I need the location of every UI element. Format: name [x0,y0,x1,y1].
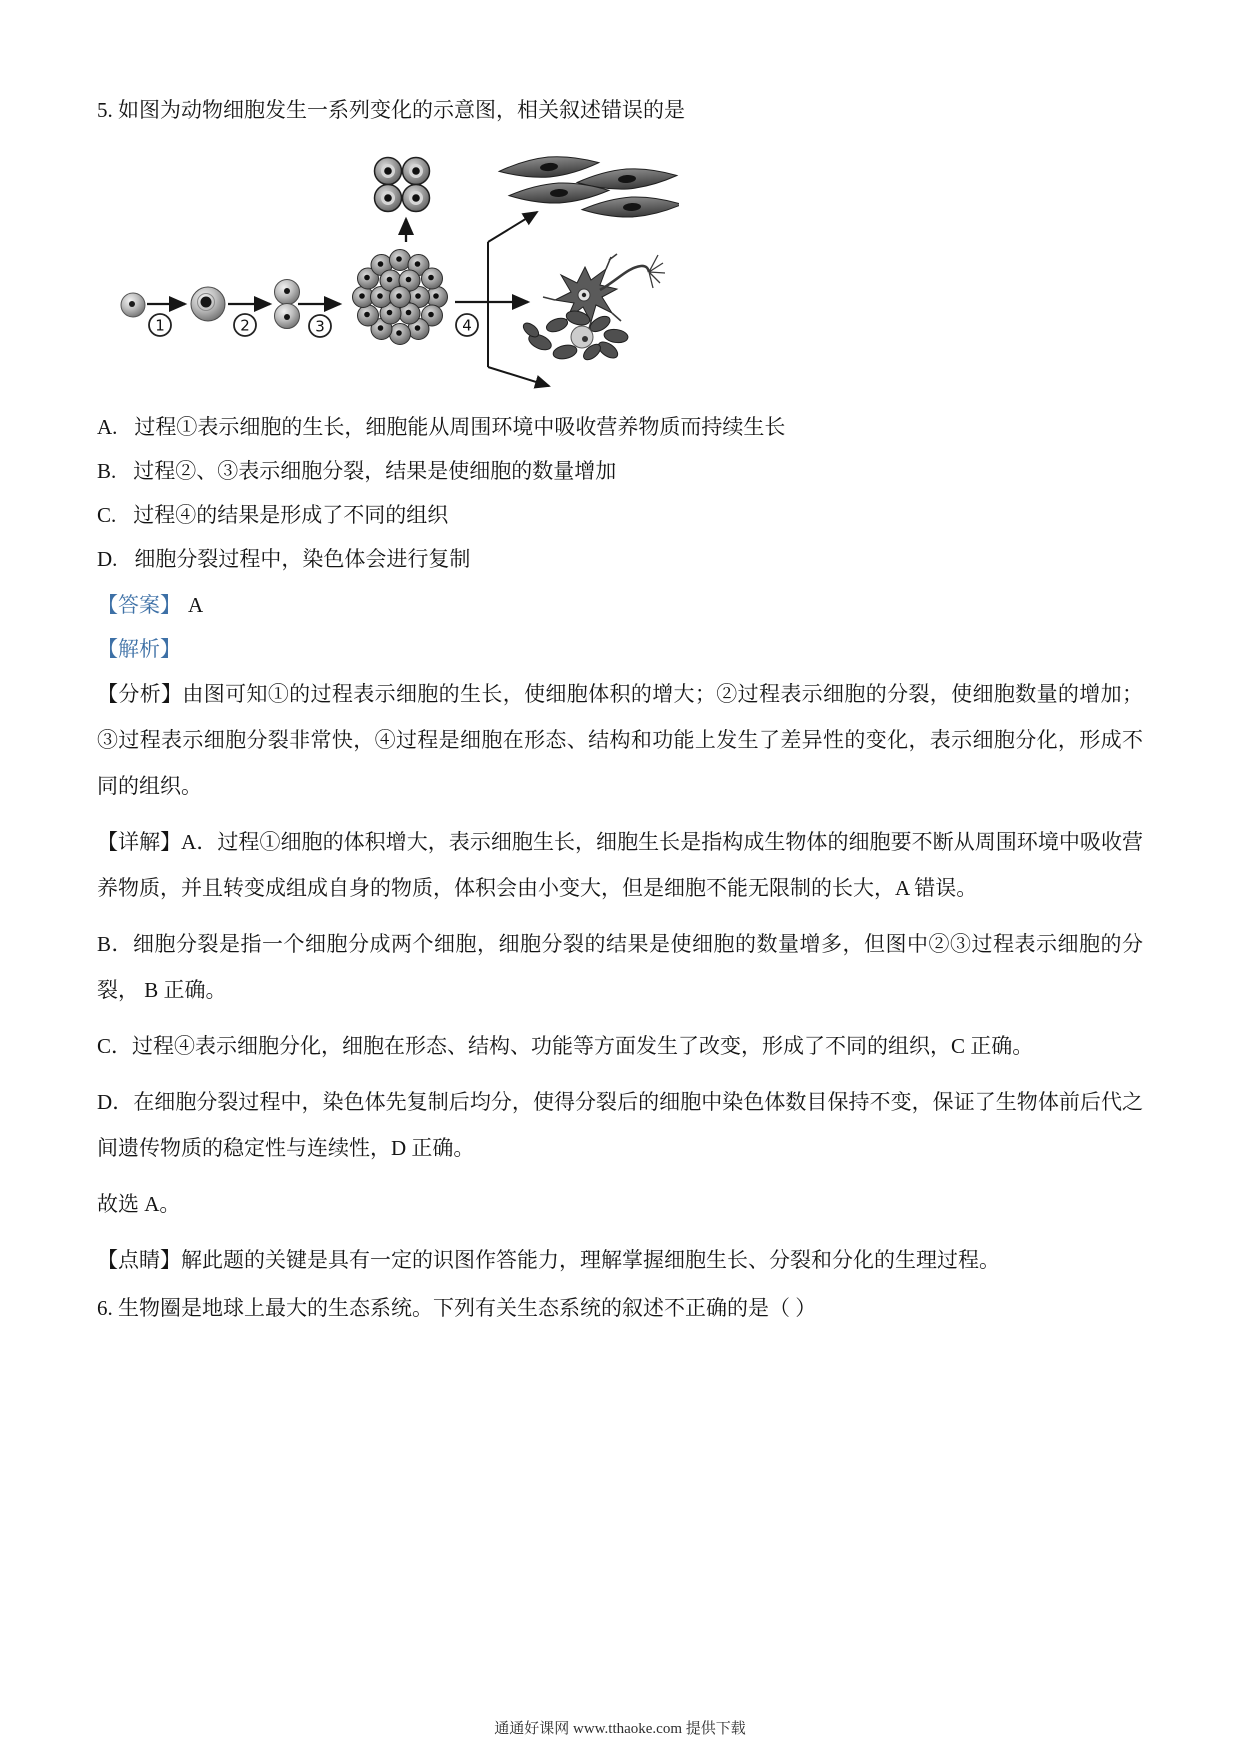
page-footer: 通通好课网 www.tthaoke.com 提供下载 [494,1721,746,1737]
option-d-text: 细胞分裂过程中，染色体会进行复制 [134,547,471,571]
differentiation-fork [488,212,549,386]
option-c [97,503,1143,528]
cell-cluster [353,250,448,345]
answer-label: 【答案】 [97,593,181,617]
muscle-cells [498,153,679,220]
analysis-label: 【解析】 [97,637,181,661]
svg-text:1: 1 [155,316,165,335]
option-a-label: A. [97,415,118,439]
detail-paragraph-d: D．在细胞分裂过程中，染色体先复制后均分，使得分裂后的细胞中染色体数目保持不变，保证了生物体前后代之间遗传物质的稳定性与连续性，D 正确。 [97,1090,1143,1160]
step-2-badge [234,314,256,336]
answer-value: A [188,593,204,617]
step-1-badge [149,314,171,336]
option-c-text: 过程④的结果是形成了不同的组织 [133,503,449,527]
dividing-cells-stage [275,280,300,329]
detail-paragraph-c: C．过程④表示细胞分化，细胞在形态、结构、功能等方面发生了改变，形成了不同的组织，C 正确。 [97,1034,1034,1058]
small-cell-stage [121,293,145,317]
detail-paragraph-a: 【详解】A．过程①细胞的体积增大，表示细胞生长，细胞生长是指构成生物体的细胞要不断从周围环境中吸收营养物质，并且转变成组成自身的物质，体积会由小变大，但是细胞不能无限制的长大，A 错误。 [97,830,1143,900]
blood-cells [521,309,629,363]
conclusion-line: 故选 A。 [97,1192,181,1216]
explanation-paragraphs [97,671,1143,1283]
step-3-badge [309,315,331,337]
svg-text:3: 3 [315,317,325,336]
option-b-label: B. [97,459,117,483]
option-d-label: D. [97,547,118,571]
question-5-options [97,415,1143,572]
step-4-badge [456,314,478,336]
analysis-line [97,635,1143,663]
cell-diagram-svg [97,147,679,405]
option-a-text: 过程①表示细胞的生长，细胞能从周围环境中吸收营养物质而持续生长 [134,415,786,439]
analysis-paragraph: 【分析】由图可知①的过程表示细胞的生长，使细胞体积的增大；②过程表示细胞的分裂，使细胞数量的增加；③过程表示细胞分裂非常快，④过程是细胞在形态、结构和功能上发生了差异性的变化，表示细胞分化，形成不同的组织。 [97,682,1143,798]
answer-line [97,591,1143,619]
svg-text:2: 2 [240,316,250,335]
option-a [97,415,1143,440]
key-point-paragraph: 【点睛】解此题的关键是具有一定的识图作答能力，理解掌握细胞生长、分裂和分化的生理过程。 [97,1248,1000,1272]
option-d [97,547,1143,572]
grown-cell-stage [191,287,225,321]
question-5-title: 5. 如图为动物细胞发生一系列变化的示意图，相关叙述错误的是 [97,98,685,122]
question-6-title: 6. 生物圈是地球上最大的生态系统。下列有关生态系统的叙述不正确的是（ ） [97,1296,817,1320]
four-cell-stage [375,158,430,212]
detail-paragraph-b: B．细胞分裂是指一个细胞分成两个细胞，细胞分裂的结果是使细胞的数量增多，但图中②③过程表示细胞的分裂， B 正确。 [97,932,1143,1002]
svg-text:4: 4 [462,316,472,335]
option-b-text: 过程②、③表示细胞分裂，结果是使细胞的数量增加 [133,459,617,483]
option-b [97,459,1143,484]
option-c-label: C. [97,503,117,527]
cell-change-diagram [97,147,1143,405]
